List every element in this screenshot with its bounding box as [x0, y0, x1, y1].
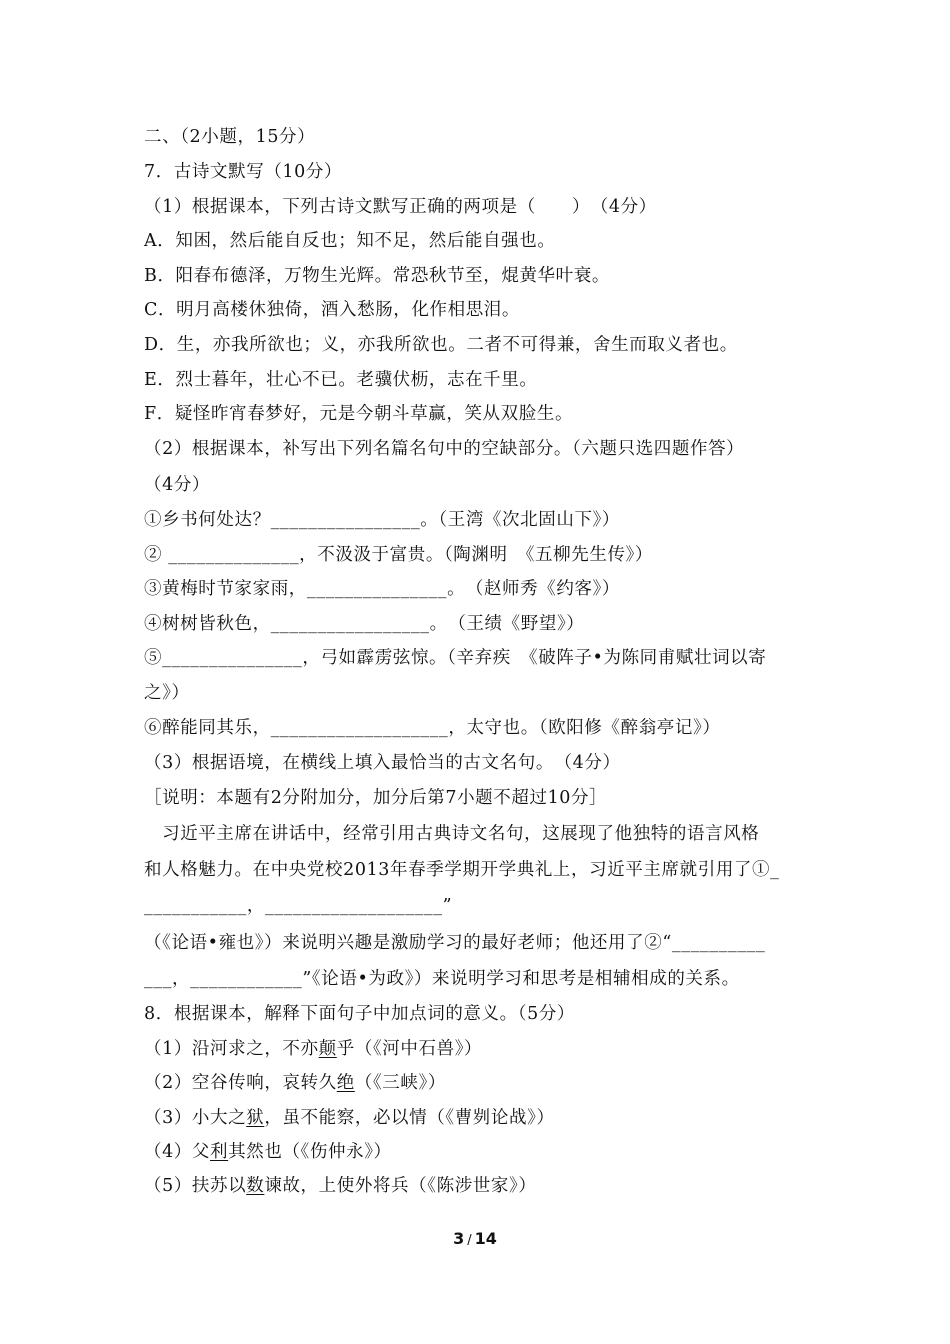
q8-item-text: （4）父: [144, 1142, 211, 1162]
q7-part1-prompt: （1）根据课本，下列古诗文默写正确的两项是（ ） （4分）: [144, 197, 657, 217]
option-d: D．生，亦我所欲也；义，亦我所欲也。二者不可得兼，舍生而取义者也。: [144, 335, 738, 355]
q8-item-text: 谏故，上使外将兵（《陈涉世家》）: [264, 1176, 537, 1196]
q8-item-1: [144, 1037, 482, 1061]
current-page: 3: [453, 1229, 465, 1248]
dotted-word: 狱: [246, 1108, 265, 1128]
passage-line-1: 习近平主席在讲话中，经常引用古典诗文名句，这展现了他独特的语言风格: [144, 824, 760, 844]
q8-item-text: （1）沿河求之，不亦: [144, 1039, 319, 1059]
q8-item-text: （2）空谷传响，哀转久: [144, 1073, 337, 1093]
q7-part3-note: ［说明：本题有2分附加分，加分后第7小题不超过10分］: [144, 788, 608, 808]
dotted-word: 利: [210, 1142, 229, 1162]
option-a: A．知困，然后能自反也；知不足，然后能自强也。: [144, 231, 556, 251]
question-8-title: 8．根据课本，解释下面句子中加点词的意义。（5分）: [144, 1004, 576, 1024]
fill-item-5-cont: 之》）: [144, 683, 190, 703]
page-number: [0, 1229, 950, 1248]
q8-item-text: （5）扶苏以: [144, 1176, 247, 1196]
passage-line-5: ___，____________”《论语•为政》）来说明学习和思考是相辅相成的关系。: [144, 969, 740, 989]
q8-item-4: [144, 1140, 392, 1164]
option-c: C．明月高楼休独倚，酒入愁肠，化作相思泪。: [144, 300, 520, 320]
q7-part2-score: （4分）: [144, 475, 211, 495]
total-pages: 14: [474, 1229, 497, 1248]
fill-item-3: ③黄梅时节家家雨，_______________。 （赵师秀《约客》）: [144, 579, 620, 599]
q7-part3-prompt: （3）根据语境，在横线上填入最恰当的古文名句。 （4分）: [144, 753, 621, 773]
option-f: F．疑怪昨宵春梦好，元是今朝斗草赢，笑从双脸生。: [144, 404, 574, 424]
dotted-word: 数: [246, 1176, 265, 1196]
passage-line-4: （《论语•雍也》）来说明兴趣是激励学习的最好老师；他还用了②“__________: [144, 933, 766, 953]
dotted-word: 绝: [336, 1073, 355, 1093]
option-e: E．烈士暮年，壮心不已。老骥伏枥，志在千里。: [144, 370, 538, 390]
passage-line-3: ___________，___________________”: [144, 896, 453, 916]
q8-item-5: [144, 1174, 536, 1198]
page-separator: /: [467, 1233, 472, 1248]
fill-item-6: ⑥醉能同其乐，___________________，太守也。（欧阳修《醉翁亭记》）: [144, 718, 721, 738]
q8-item-text: 乎（《河中石兽》）: [336, 1039, 483, 1059]
option-b: B．阳春布德泽，万物生光辉。常恐秋节至，焜黄华叶衰。: [144, 266, 610, 286]
fill-item-4: ④树树皆秋色，_________________。 （王绩《野望》）: [144, 614, 585, 634]
q8-item-text: （3）小大之: [144, 1108, 247, 1128]
dotted-word: 颠: [318, 1039, 337, 1059]
q8-item-text: 其然也（《伤仲永》）: [228, 1142, 392, 1162]
q8-item-2: [144, 1071, 446, 1095]
q8-item-text: ，虽不能察，必以情（《曹刿论战》）: [264, 1108, 555, 1128]
fill-item-2: ② ______________，不汲汲于富贵。（陶渊明 《五柳先生传》）: [144, 545, 654, 565]
section-heading: 二、（2小题，15分）: [144, 127, 316, 147]
passage-line-2: 和人格魅力。在中央党校2013年春季学期开学典礼上，习近平主席就引用了①_: [144, 860, 780, 880]
fill-item-5: ⑤_______________，弓如霹雳弦惊。（辛弃疾 《破阵子•为陈同甫赋壮词以寄: [144, 648, 767, 668]
question-7-title: 7．古诗文默写（10分）: [144, 162, 343, 182]
q8-item-3: [144, 1106, 555, 1130]
fill-item-1: ①乡书何处达？________________。（王湾《次北固山下》）: [144, 510, 620, 530]
q8-item-text: （《三峡》）: [354, 1073, 446, 1093]
q7-part2-prompt: （2）根据课本，补写出下列名篇名句中的空缺部分。（六题只选四题作答）: [144, 439, 745, 459]
